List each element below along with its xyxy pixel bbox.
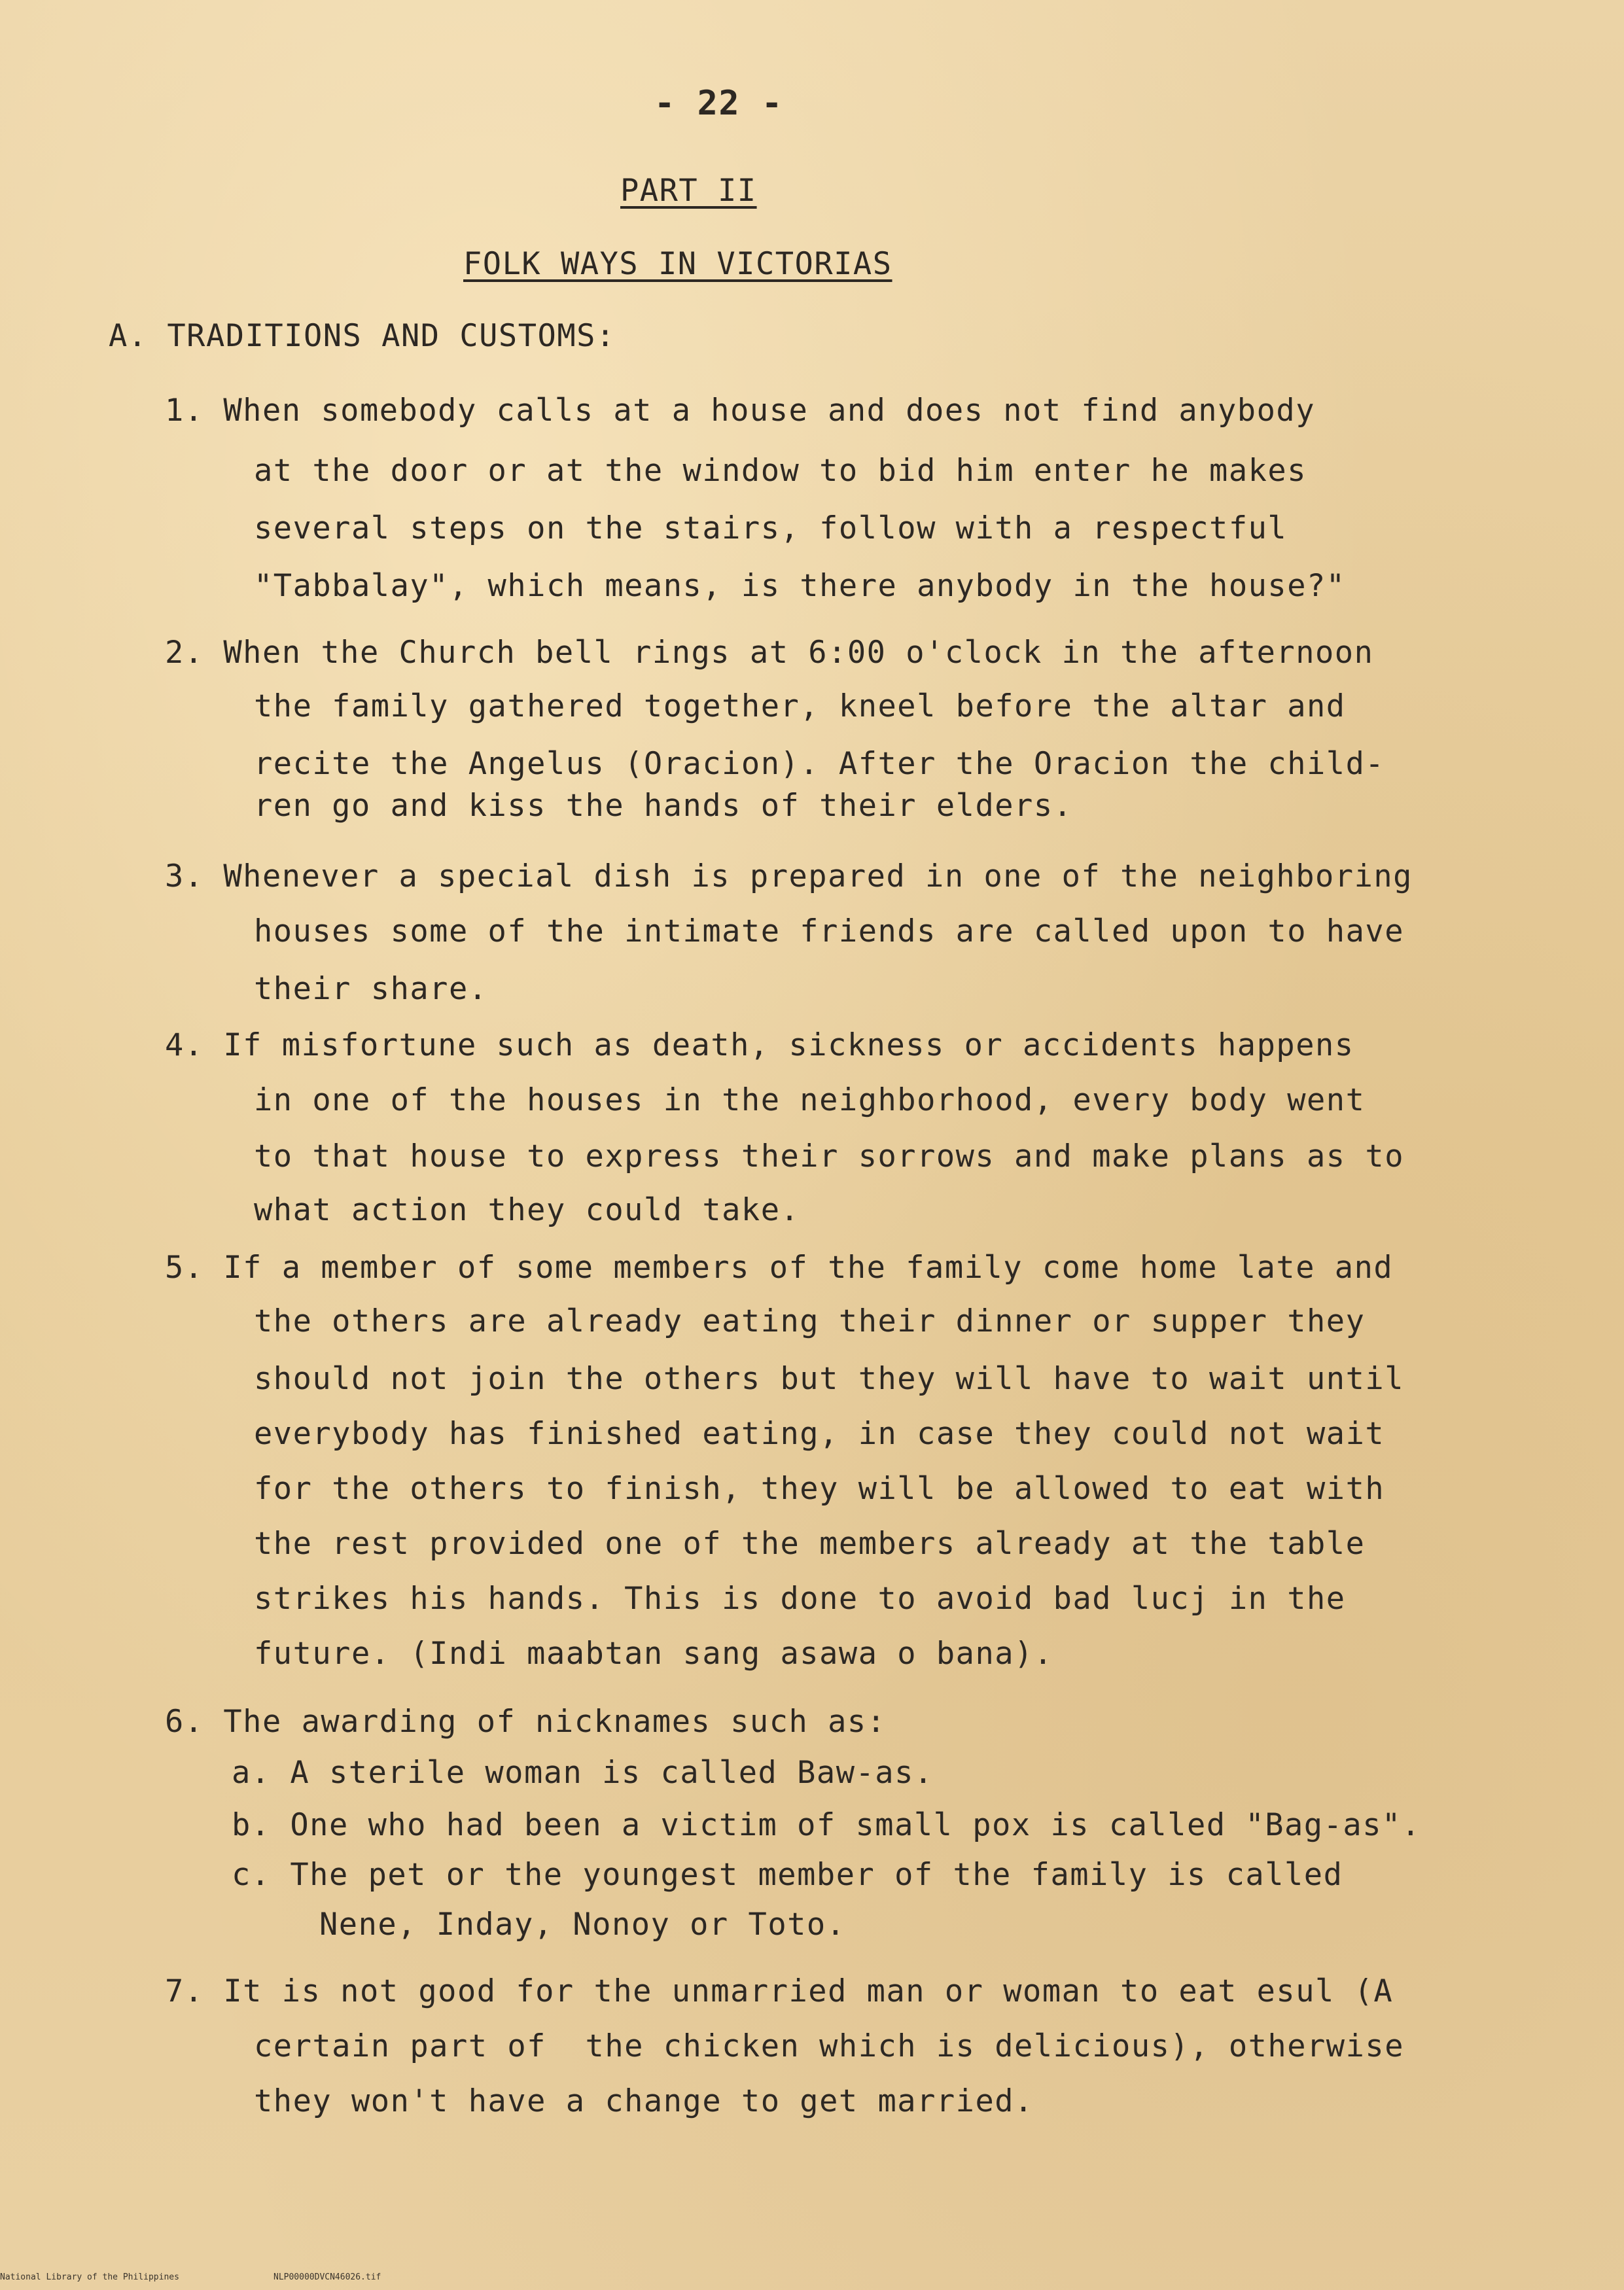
item-2-line-1: 2. When the Church bell rings at 6:00 o'clock in the afternoon — [165, 635, 1374, 671]
item-5-line-6: the rest provided one of the members already at the table — [254, 1526, 1366, 1562]
item-4-line-4: what action they could take. — [254, 1192, 800, 1228]
part-title: PART II — [620, 173, 757, 209]
item-6-sub-b: b. One who had been a victim of small pox is called "Bag-as". — [232, 1807, 1421, 1843]
item-3-line-1: 3. Whenever a special dish is prepared in one of the neighboring — [165, 858, 1413, 894]
item-5-line-4: everybody has finished eating, in case they could not wait — [254, 1416, 1385, 1452]
item-6-sub-c: c. The pet or the youngest member of the family is called — [232, 1857, 1343, 1893]
item-6-line-1: 6. The awarding of nicknames such as: — [165, 1704, 887, 1740]
item-1-line-4: "Tabbalay", which means, is there anybody in the house?" — [254, 568, 1346, 604]
item-5-line-3: should not join the others but they will have to wait until — [254, 1361, 1404, 1397]
section-heading: A. TRADITIONS AND CUSTOMS: — [109, 318, 616, 354]
item-2-line-2: the family gathered together, kneel before the altar and — [254, 688, 1346, 724]
item-2-line-3: recite the Angelus (Oracion). After the Oracion the child- — [254, 746, 1385, 782]
section-title: FOLK WAYS IN VICTORIAS — [463, 246, 892, 282]
item-3-line-3: their share. — [254, 971, 488, 1007]
item-5-line-5: for the others to finish, they will be allowed to eat with — [254, 1471, 1385, 1507]
item-1-line-2: at the door or at the window to bid him enter he makes — [254, 453, 1307, 489]
item-5-line-1: 5. If a member of some members of the family come home late and — [165, 1250, 1394, 1286]
item-5-line-8: future. (Indi maabtan sang asawa o bana). — [254, 1636, 1053, 1672]
item-6-sub-a: a. A sterile woman is called Baw-as. — [232, 1755, 934, 1791]
item-4-line-1: 4. If misfortune such as death, sickness or accidents happens — [165, 1027, 1354, 1063]
item-4-line-3: to that house to express their sorrows and make plans as to — [254, 1138, 1404, 1174]
page-number: - 22 - — [654, 84, 783, 123]
item-2-line-4: ren go and kiss the hands of their elders. — [254, 788, 1073, 824]
item-1-line-1: 1. When somebody calls at a house and does not find anybody — [165, 393, 1315, 429]
item-5-line-7: strikes his hands. This is done to avoid bad lucj in the — [254, 1581, 1346, 1617]
footer-library-credit: National Library of the Philippines — [0, 2272, 179, 2282]
item-5-line-2: the others are already eating their dinner or supper they — [254, 1303, 1366, 1339]
item-4-line-2: in one of the houses in the neighborhood, every body went — [254, 1082, 1366, 1118]
item-7-line-1: 7. It is not good for the unmarried man or woman to eat esul (A — [165, 1973, 1394, 2009]
item-1-line-3: several steps on the stairs, follow with a respectful — [254, 510, 1288, 546]
item-7-line-2: certain part of the chicken which is delicious), otherwise — [254, 2028, 1404, 2064]
item-3-line-2: houses some of the intimate friends are called upon to have — [254, 913, 1404, 949]
footer-file-name: NLP00000DVCN46026.tif — [274, 2272, 381, 2282]
item-6-sub-c-cont: Nene, Inday, Nonoy or Toto. — [319, 1907, 846, 1943]
item-7-line-3: they won't have a change to get married. — [254, 2083, 1034, 2119]
